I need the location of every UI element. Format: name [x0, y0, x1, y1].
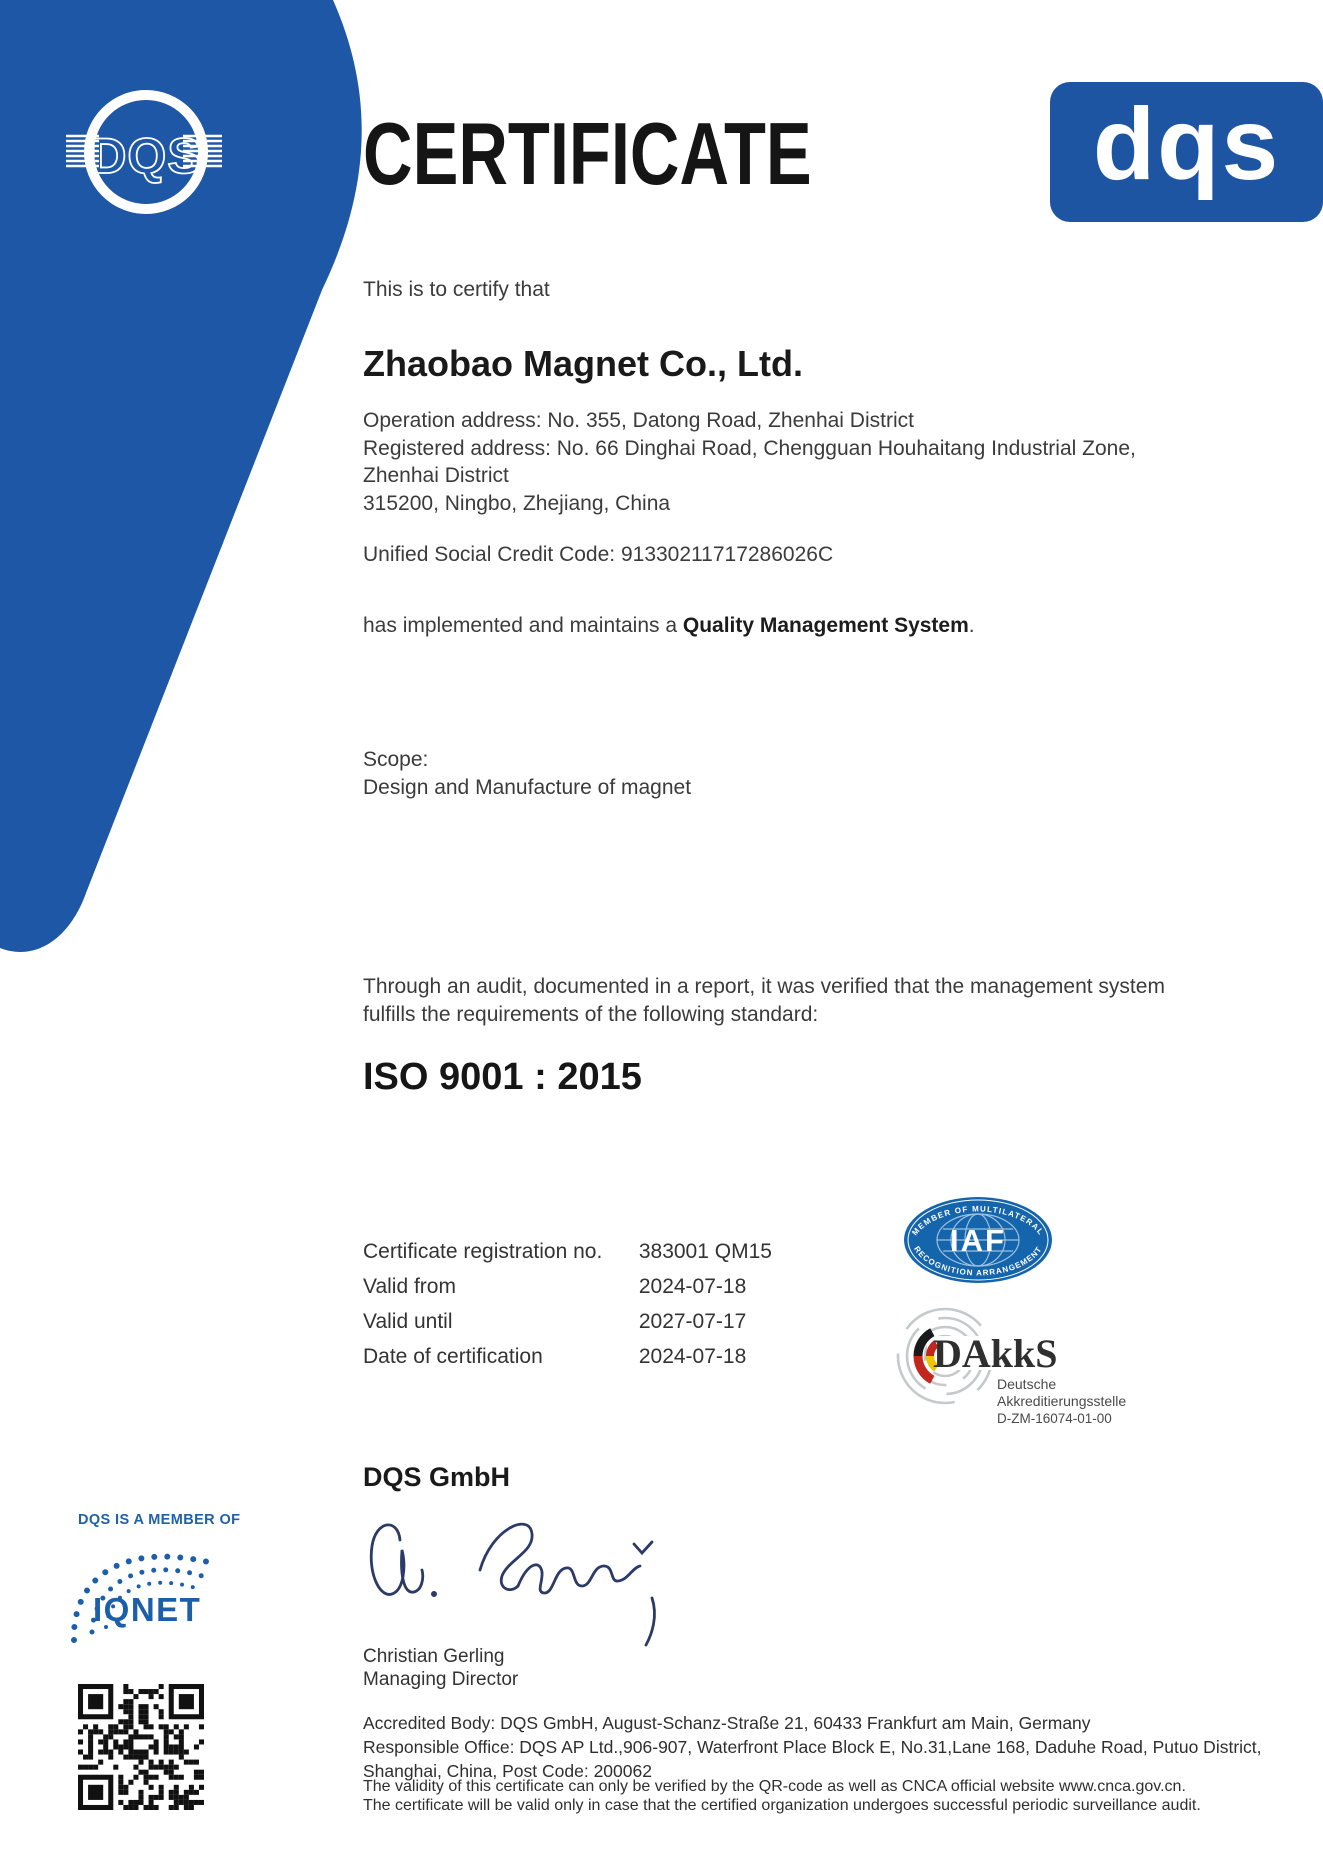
footer-line: Responsible Office: DQS AP Ltd.,906-907, Waterfront Place Block E, No.31,Lane 168, Daduhe Road, Putuo District,: [363, 1737, 1262, 1757]
address-line: Registered address: No. 66 Dinghai Road, Chengguan Houhaitang Industrial Zone,: [363, 436, 1136, 460]
footer-validity-block: [363, 1778, 1201, 1815]
iaf-top-text: MEMBER OF MULTILATERAL: [910, 1204, 1046, 1238]
detail-value: 2027-07-17: [638, 1310, 747, 1333]
implemented-prefix: has implemented and maintains a: [363, 614, 683, 637]
table-row: [363, 1345, 772, 1380]
footer-line: Accredited Body: DQS GmbH, August-Schanz-Straße 21, 60433 Frankfurt am Main, Germany: [363, 1713, 1091, 1733]
detail-label: Certificate registration no.: [363, 1240, 603, 1263]
implemented-suffix: .: [968, 614, 975, 637]
detail-value: 383001 QM15: [638, 1240, 772, 1263]
dakks-accreditation-number: D-ZM-16074-01-00: [997, 1411, 1112, 1426]
table-row: [363, 1275, 772, 1310]
scope-label: Scope:: [363, 748, 429, 771]
company-address: [363, 407, 1136, 517]
dakks-line1: Deutsche: [997, 1376, 1057, 1392]
signature: [352, 1506, 692, 1651]
iaf-logo-icon: [903, 1196, 1053, 1284]
signer-block: [363, 1646, 518, 1691]
implemented-bold: Quality Management System: [682, 614, 969, 637]
issuer-name: DQS GmbH: [363, 1462, 511, 1492]
company-name: Zhaobao Magnet Co., Ltd.: [363, 343, 803, 384]
emblem-letters: DQS: [90, 128, 202, 184]
dqs-logo-text: dqs: [1092, 87, 1281, 201]
table-row: [363, 1310, 772, 1345]
footer-line: The validity of this certificate can only be verified by the QR-code as well as CNCA official website www.cnca.gov.cn.: [363, 1778, 1186, 1795]
audit-paragraph: Through an audit, documented in a report, it was verified that the management system fulfills the requirements of the following standard:: [363, 975, 1165, 1026]
detail-label: Date of certification: [363, 1345, 543, 1368]
signer-name: Christian Gerling: [363, 1646, 505, 1667]
detail-label: Valid until: [363, 1310, 453, 1333]
implemented-line: [363, 614, 975, 638]
iaf-bottom-text: RECOGNITION ARRANGEMENT: [912, 1244, 1044, 1278]
iqnet-logo-text: IQNET: [93, 1591, 202, 1628]
detail-value: 2024-07-18: [638, 1345, 747, 1368]
dakks-line2: Akkreditierungsstelle: [997, 1393, 1127, 1409]
detail-label: Valid from: [363, 1275, 456, 1298]
scope-text: Design and Manufacture of magnet: [363, 776, 692, 799]
certify-line: This is to certify that: [363, 278, 550, 301]
address-line: Operation address: No. 355, Datong Road, Zhenhai District: [363, 409, 914, 432]
footer-line: Shanghai, China, Post Code: 200062: [363, 1761, 652, 1781]
member-of-label: DQS IS A MEMBER OF: [78, 1512, 241, 1528]
address-line: Zhenhai District: [363, 464, 509, 487]
detail-value: 2024-07-18: [638, 1275, 747, 1298]
certificate-details: [363, 1240, 772, 1380]
dqs-logo: [1050, 82, 1323, 222]
dakks-wordmark: DAkkS: [933, 1331, 1058, 1376]
qr-code: [78, 1684, 204, 1810]
dakks-logo-icon: [893, 1303, 1143, 1443]
credit-code: Unified Social Credit Code: 91330211717286026C: [363, 543, 834, 566]
iqnet-logo-icon: [66, 1532, 216, 1652]
signer-title: Managing Director: [363, 1668, 519, 1690]
address-line: 315200, Ningbo, Zhejiang, China: [363, 491, 671, 515]
dqs-emblem-icon: [66, 72, 226, 232]
page-title: CERTIFICATE: [363, 104, 812, 203]
table-row: [363, 1240, 772, 1275]
standard-name: ISO 9001 : 2015: [363, 1056, 642, 1098]
footer-line: The certificate will be valid only in case that the certified organization undergoes successful periodic surveillance audit.: [363, 1796, 1201, 1814]
footer-address-block: [363, 1711, 1262, 1783]
iaf-center-text: IAF: [950, 1223, 1006, 1258]
